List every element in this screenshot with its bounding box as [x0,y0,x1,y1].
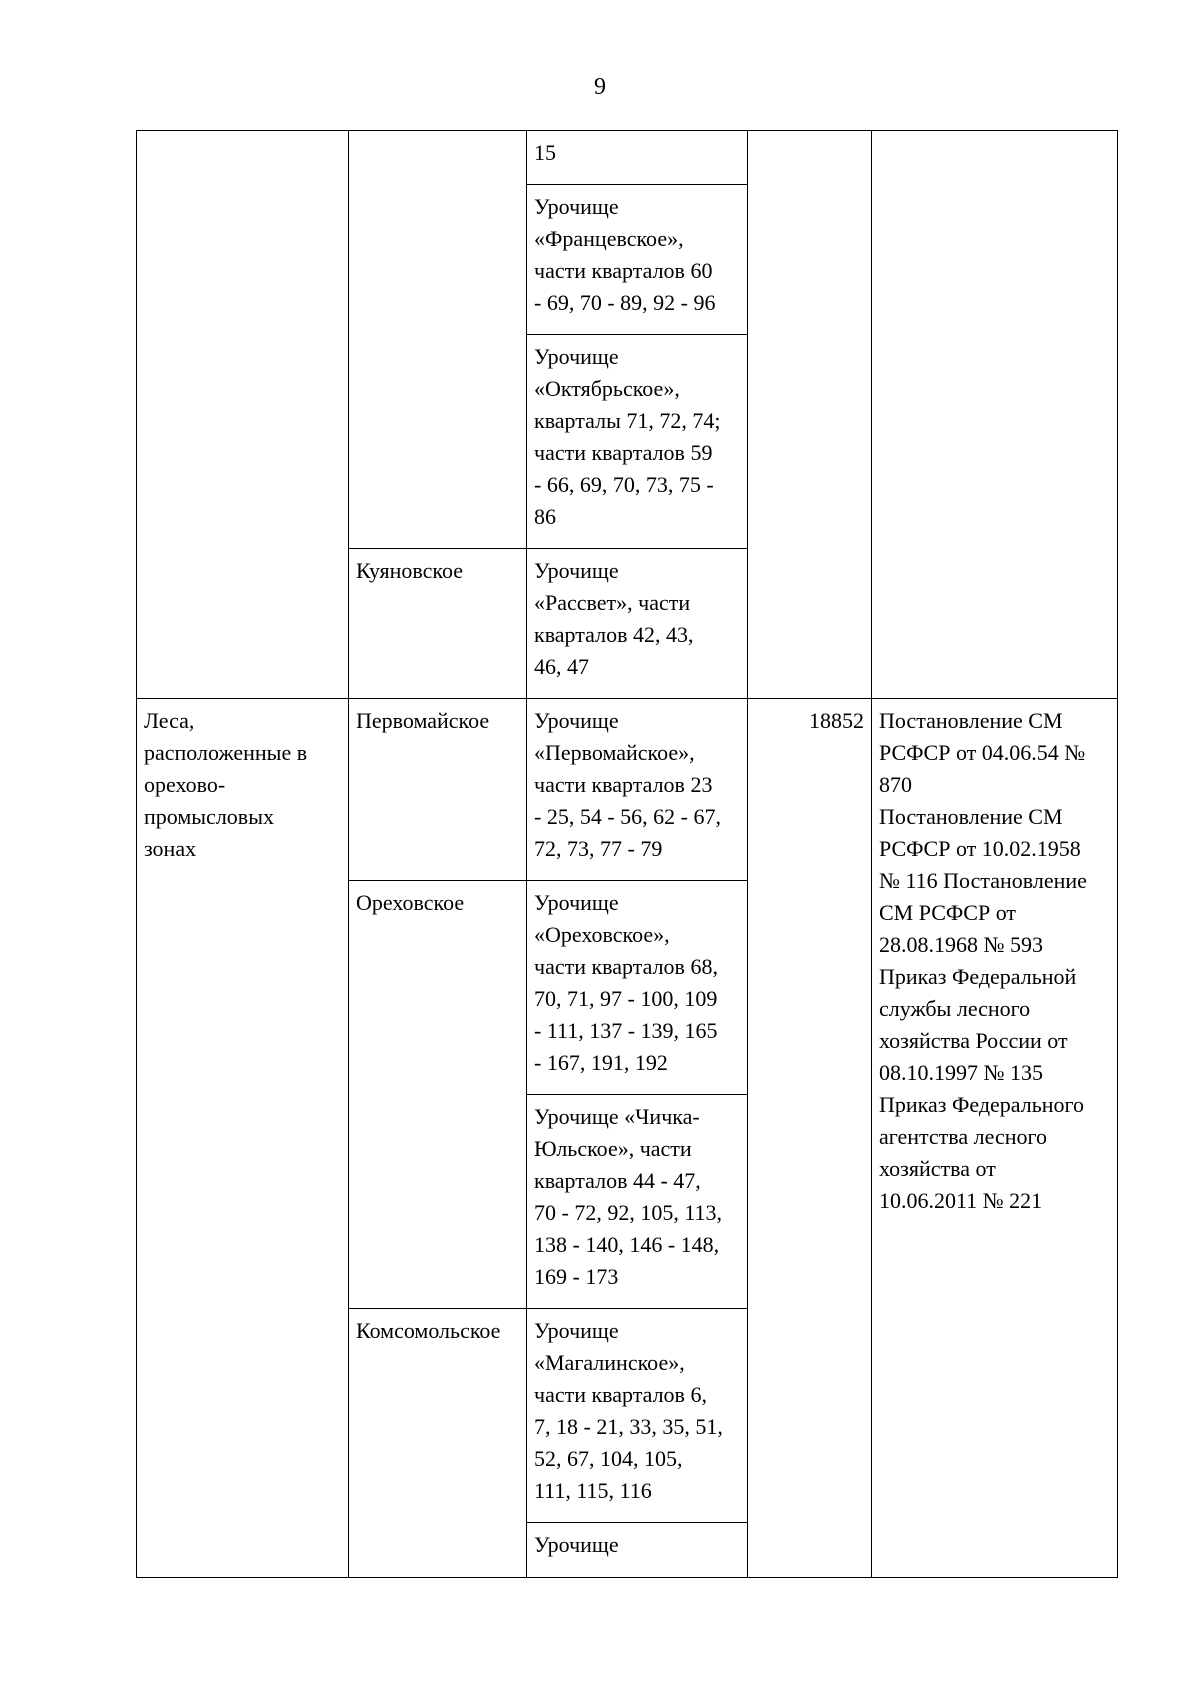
tract-cell: Урочище «Чичка- Юльское», части кварталов 44 - 47, 70 - 72, 92, 105, 113, 138 - 140, 146 - 148, 169 - 173 [527,1095,748,1309]
forest-areas-table [136,130,1118,1578]
forestry-cell: Комсомольское [349,1309,527,1578]
forestry-cell: Куяновское [349,549,527,699]
forestry-cell: Первомайское [349,699,527,881]
area-cell [748,131,872,699]
tract-cell: Урочище «Первомайское», части кварталов 23 - 25, 54 - 56, 62 - 67, 72, 73, 77 - 79 [527,699,748,881]
tract-cell: Урочище «Францевское», части кварталов 60 - 69, 70 - 89, 92 - 96 [527,185,748,335]
table-row [137,131,1118,185]
tract-cell: Урочище [527,1523,748,1578]
forestry-cell [349,131,527,549]
page-number: 9 [594,74,606,100]
documents-cell: Постановление СМ РСФСР от 04.06.54 № 870 Постановление СМ РСФСР от 10.02.1958 № 116 Постановление СМ РСФСР от 28.08.1968 № 593 Приказ Федеральной службы лесного хозяйства России от 08.10.1997 № 135 Приказ Федерального агентства лесного хозяйства от 10.06.2011 № 221 [872,699,1118,1578]
tract-cell: Урочище «Ореховское», части кварталов 68, 70, 71, 97 - 100, 109 - 111, 137 - 139, 165 - 167, 191, 192 [527,881,748,1095]
tract-cell: Урочище «Магалинское», части кварталов 6, 7, 18 - 21, 33, 35, 51, 52, 67, 104, 105, 111, 115, 116 [527,1309,748,1523]
tract-cell: Урочище «Рассвет», части кварталов 42, 43, 46, 47 [527,549,748,699]
tract-cell: Урочище «Октябрьское», кварталы 71, 72, 74; части кварталов 59 - 66, 69, 70, 73, 75 - 86 [527,335,748,549]
area-value: 18852 [809,708,864,733]
category-cell: Леса, расположенные в орехово- промысловых зонах [137,699,349,1578]
area-cell [748,699,872,1578]
category-cell [137,131,349,699]
documents-cell [872,131,1118,699]
tract-cell: 15 [527,131,748,185]
forestry-cell: Ореховское [349,881,527,1309]
table-row [137,699,1118,881]
